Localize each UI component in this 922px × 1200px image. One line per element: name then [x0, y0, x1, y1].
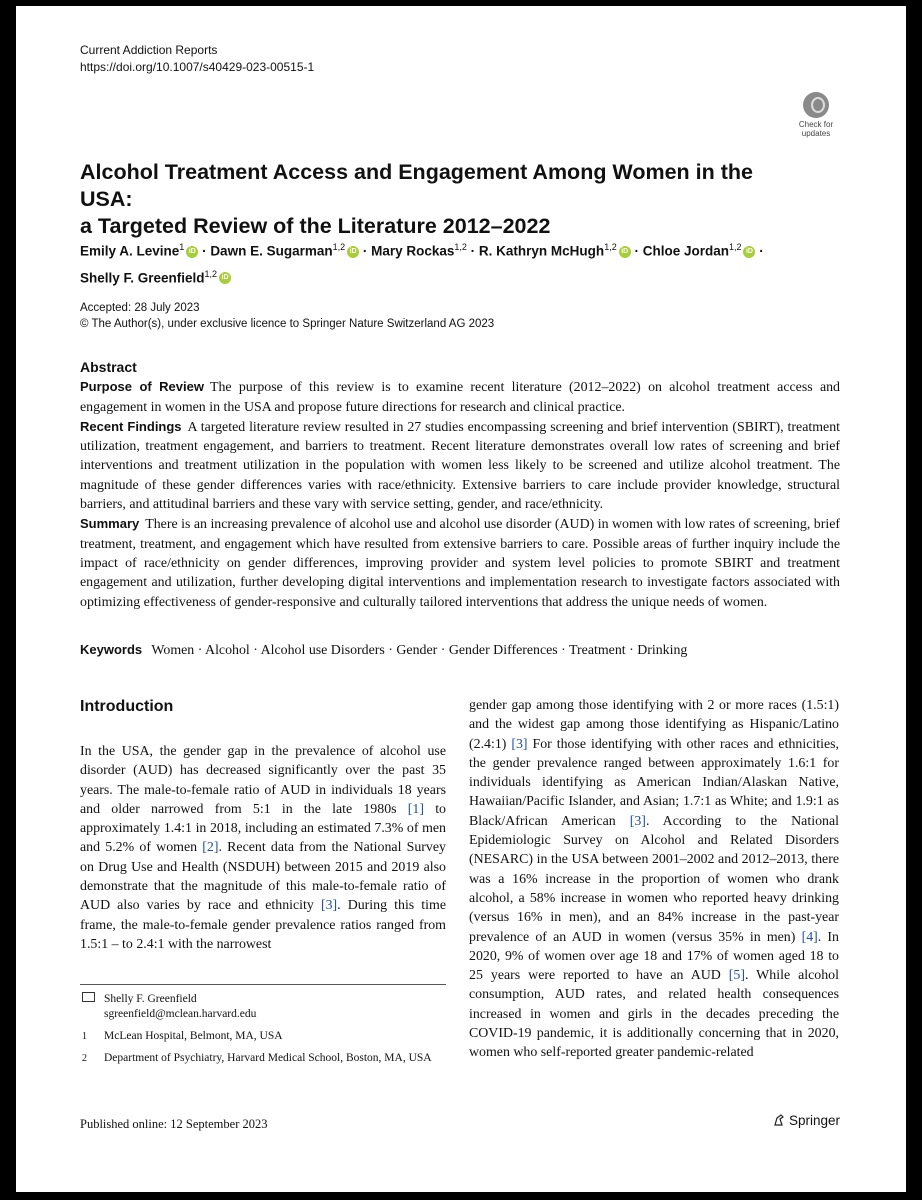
publisher-logo — [772, 1113, 840, 1128]
footnotes — [80, 992, 446, 1073]
author-name: R. Kathryn McHugh — [478, 243, 605, 259]
check-updates-icon — [803, 92, 829, 118]
orcid-icon[interactable]: iD — [186, 246, 198, 258]
citation-link[interactable]: [2] — [202, 840, 219, 856]
article-title — [80, 159, 800, 240]
abstract-heading: Abstract — [80, 359, 137, 375]
body-text: to approximately 1.4:1 in 2018, including an estimated 7.3% of men and 5.2% of women — [80, 801, 447, 856]
body-text: In the USA, the gender gap in the prevalence of alcohol use disorder (AUD) has decreased significantly over the past 35 years. The male-to-female ratio of AUD in individuals 18 years and older narrowed from 5:1 in the late 1980s — [80, 744, 446, 817]
body-text: gender gap among those identifying with 2 or more races (1.5:1) and the widest gap among those identifying as Hispanic/Latino (2.4:1) — [469, 698, 839, 752]
orcid-icon[interactable]: iD — [743, 246, 755, 258]
corresponding-email[interactable]: sgreenfield@mclean.harvard.edu — [104, 1008, 257, 1020]
doi-link[interactable]: https://doi.org/10.1007/s40429-023-00515-1 — [80, 60, 315, 74]
affiliation-2 — [80, 1051, 446, 1066]
article-meta — [80, 300, 494, 332]
affiliation-1-mark: 1 — [82, 1031, 87, 1042]
citation-link[interactable]: [4] — [801, 929, 818, 945]
author-list: Emily A. Levine$^1$ iD · Dawn E. Sugarman$^{1,2}$ iD · Mary Rockas$^{1,2}$ · R. Kathryn McHugh$^{1,2}$ iD · Chloe Jordan$^{1,2}$ iD · Shelly F. Greenfield$^{1,2}$ iD — [80, 242, 764, 285]
affiliation-2-text: Department of Psychiatry, Harvard Medical School, Boston, MA, USA — [104, 1052, 432, 1064]
title-line1: Alcohol Treatment Access and Engagement Among Women in the USA: — [80, 160, 753, 211]
affiliation-1 — [80, 1029, 446, 1044]
abstract — [80, 358, 840, 612]
abstract-findings — [80, 417, 840, 514]
findings-text: A targeted literature review resulted in 27 studies encompassing screening and brief intervention (SBIRT), treatment utilization, treatment engagement, and barriers to treatment. Recent literature demonstrates overall low rates of screening and brief interventions and treatment utilization in the population with women less likely to be screened and utilize alcohol treatment. The magnitude of these gender differences varies with race/ethnicity. Extensive barriers to care include provider knowledge, structural barriers, and attitudinal barriers and these vary with service setting, gender, and race/ethnicity. — [80, 419, 840, 513]
purpose-label: Purpose of Review — [80, 379, 204, 395]
check-updates-line1: Check for — [798, 120, 834, 129]
purpose-text: The purpose of this review is to examine recent literature (2012–2022) on alcohol treatment access and engagement in women in the USA and propose future directions for research and clinical practice. — [80, 380, 840, 415]
author-name: Shelly F. Greenfield — [80, 270, 205, 285]
author-name: Emily A. Levine — [80, 243, 180, 259]
keywords-label: Keywords — [80, 642, 143, 657]
orcid-icon[interactable]: iD — [347, 246, 359, 258]
orcid-icon[interactable]: iD — [619, 246, 631, 258]
citation-link[interactable]: [5] — [728, 968, 745, 984]
title-line2: a Targeted Review of the Literature 2012–2022 — [80, 214, 551, 238]
abstract-summary — [80, 514, 840, 611]
copyright-notice: © The Author(s), under exclusive licence to Springer Nature Switzerland AG 2023 — [80, 318, 495, 330]
author-affiliation-mark: 1,2 — [604, 242, 617, 252]
findings-label: Recent Findings — [80, 418, 182, 434]
introduction-heading: Introduction — [80, 698, 174, 715]
corresponding-name: Shelly F. Greenfield — [104, 993, 197, 1005]
citation-link[interactable]: [1] — [407, 801, 424, 817]
citation-link[interactable]: [3] — [511, 736, 528, 752]
summary-text: There is an increasing prevalence of alcohol use and alcohol use disorder (AUD) in women with low rates of screening, brief treatment, treatment, and engagement which have resulted from extensive barriers to care. Possible areas of further inquiry include the impact of race/ethnicity on gender differences, improving provider and system level policies to promote SBIRT and treatment engagement and utilization, further developing digital interventions and implementation research to investigate factors associated with optimizing effectiveness of gender-responsive and culturally tailored interventions that address the unique needs of women. — [80, 517, 840, 610]
corresponding-author — [80, 992, 446, 1022]
citation-link[interactable]: [3] — [629, 813, 646, 829]
citation-link[interactable]: [3] — [320, 898, 338, 914]
body-text: . While alcohol consumption, AUD rates, and related health consequences increased in women and girls in the decades preceding the COVID-19 pandemic, it is additionally concerning that in 2020, women who self-reported greater pandemic-related — [469, 968, 839, 1061]
published-online: Published online: 12 September 2023 — [80, 1117, 268, 1131]
article-page — [16, 6, 906, 1192]
body-text: . During this time frame, the male-to-female gender prevalence ratios ranged from 1.5:1 – to 2.4:1 with the narrowest — [80, 898, 446, 952]
author-affiliation-mark: 1,2 — [332, 242, 346, 252]
body-text: . In 2020, 9% of women over age 18 and 17% of women aged 18 to 25 years were reported to have an AUD — [469, 929, 839, 984]
affiliation-2-mark: 2 — [82, 1053, 87, 1064]
author-affiliation-mark: 1,2 — [728, 242, 742, 252]
body-text: . According to the National Epidemiologic Survey on Alcohol and Related Disorders (NESARC) in the USA between 2001–2002 and 2012–2013, there was a 16% increase in the proportion of women who drank alcohol, a 58% increase in women who reported heavy drinking (versus 16% in men), and an 84% increase in the past-year prevalence of an AUD in women (versus 35% in men) — [469, 813, 839, 945]
author-affiliation-mark: 1,2 — [454, 242, 467, 252]
author-affiliation-mark: 1,2 — [204, 268, 218, 279]
footnote-divider — [80, 984, 446, 985]
summary-label: Summary — [80, 516, 140, 532]
check-updates-line2: updates — [801, 129, 831, 138]
accepted-date: Accepted: 28 July 2023 — [80, 302, 200, 314]
body-text: For those identifying with other races and ethnicities, the gender prevalence ranged between approximately 1.6:1 for individuals identifying as American Indian/Alaskan Native, Hawaiian/Pacific Islander, and Asian; 1.7:1 as White; and 1.9:1 as Black/African American — [469, 736, 839, 829]
publisher-name: Springer — [789, 1113, 841, 1128]
author-name: Chloe Jordan — [642, 243, 729, 259]
author-name: Mary Rockas — [371, 243, 455, 259]
introduction-left-column — [80, 742, 446, 954]
envelope-icon — [82, 992, 95, 1002]
orcid-icon[interactable]: iD — [219, 272, 231, 284]
journal-header — [80, 42, 314, 76]
abstract-purpose — [80, 377, 840, 417]
author-affiliation-mark: 1 — [179, 242, 185, 252]
journal-name: Current Addiction Reports — [80, 43, 218, 57]
introduction-right-column — [469, 696, 839, 1063]
body-text: . Recent data from the National Survey on Drug Use and Health (NSDUH) between 2015 and 2019 also demonstrate that the magnitude of this male-to-female ratio of AUD also varies by race and ethnicity — [80, 840, 446, 914]
keywords — [80, 642, 840, 659]
author-name: Dawn E. Sugarman — [210, 243, 333, 259]
springer-horse-icon — [772, 1113, 786, 1127]
affiliation-1-text: McLean Hospital, Belmont, MA, USA — [104, 1030, 283, 1042]
keywords-text: Women · Alcohol · Alcohol use Disorders · Gender · Gender Differences · Treatment · Drinking — [151, 643, 688, 658]
check-for-updates-badge[interactable] — [794, 92, 838, 138]
